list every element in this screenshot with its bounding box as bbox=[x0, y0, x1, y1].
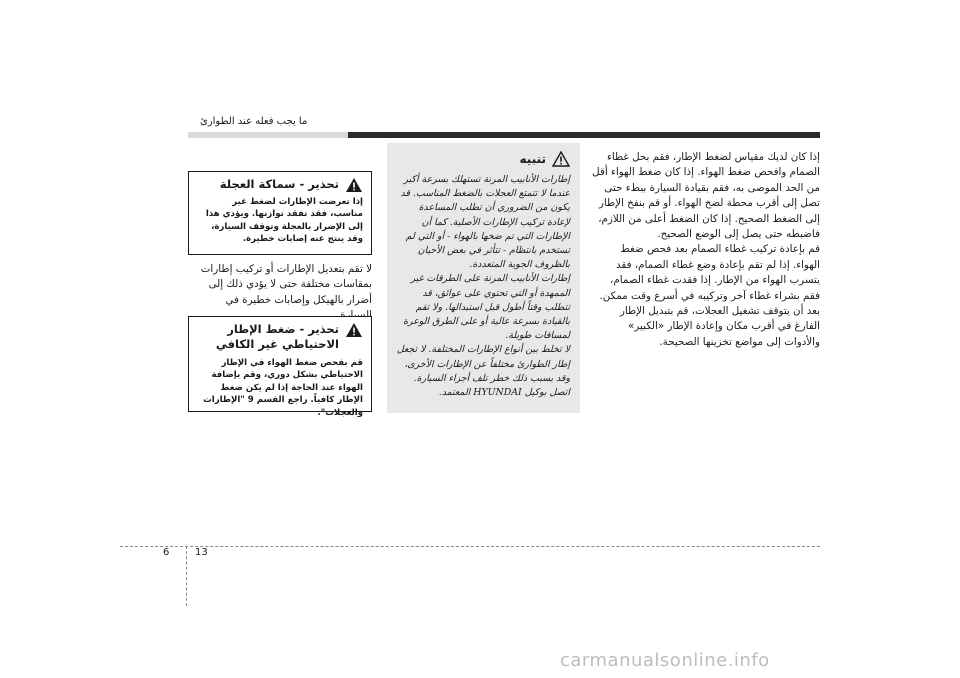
right-paragraph-2: قم بإعادة تركيب غطاء الصمام بعد فحص ضغط الهواء. إذا لم تقم بإعادة وضع غطاء الصمام، فقد يتسرب الهواء من الإطار. إذا فقدت غطاء الصمام، فقم بشراء غطاء آخر وتركيبه في أسرع وقت ممكن. bbox=[599, 243, 820, 302]
notice-paragraph-2: إطارات الأنابيب المرنة على الطرقات غير الممهدة أو التي تحتوي على عوائق، قد تتطلب وقتاً أطول قبل استبدالها. ولا تقم بالقيادة بسرعة عالية أو على الطرق الوعرة لمسافات طويلة. bbox=[403, 273, 570, 342]
footer-vertical-divider bbox=[186, 546, 187, 606]
warning-title: تحذير - ضغط الإطار الاحتياطي غير الكافي bbox=[215, 322, 339, 351]
notice-header bbox=[520, 151, 570, 167]
warning-box-wheel bbox=[188, 171, 372, 255]
page-section-number: 6 bbox=[163, 547, 170, 558]
warning-triangle-icon bbox=[552, 151, 570, 167]
warning-triangle-icon bbox=[345, 322, 363, 338]
warning-triangle-icon bbox=[345, 177, 363, 193]
warning-body: قم بفحص ضغط الهواء في الإطار الاحتياطي بشكل دوري، وقم بإضافة الهواء عند الحاجة إذا لم يكن ضغط الإطار كافياً. راجع القسم 9 "الإطارات والعجلات". bbox=[203, 358, 363, 418]
header-rule-accent bbox=[188, 132, 348, 138]
right-column bbox=[592, 150, 820, 350]
warning-header bbox=[189, 322, 363, 352]
right-paragraph-1: إذا كان لديك مقياس لضغط الإطار، فقم بحل غطاء الصمام وافحص ضغط الهواء. إذا كان ضغط الهواء أقل من الحد الموصى به، فقم بقيادة السيارة ببطء حتى تصل إلى أقرب محطة لضخ الهواء. أو قم بنفخ الإطار إلى الضغط الصحيح. إذا كان الضغط أعلى من اللازم، فاضبطه حتى يصل إلى الوضع الصحيح. bbox=[592, 151, 820, 241]
warning-body: إذا تعرضت الإطارات لضغط غير مناسب، فقد تفقد توازنها. ويؤدي هذا إلى الإضرار بالعجلة وتوقف السيارة، وقد ينتج عنه إصابات خطيرة. bbox=[205, 197, 363, 245]
warning-box-spare-pressure bbox=[188, 316, 372, 418]
notice-body bbox=[395, 173, 570, 400]
notice-box bbox=[387, 143, 580, 413]
watermark: carmanualsonline.info bbox=[560, 650, 770, 671]
notice-paragraph-1: إطارات الأنابيب المرنة تستهلك بسرعة أكبر عندما لا تتمتع العجلات بالضغط المناسب. قد يكون من الضروري أن تطلب المساعدة لإعادة تركيب الإطارات الأصلية. كما أن الإطارات التي تم ضخها بالهواء - أو التي لم تستخدم بانتظام - تتأثر في بعض الأحيان بالظروف الجوية المتعددة. bbox=[400, 174, 570, 271]
notice-paragraph-3: لا تخلط بين أنواع الإطارات المختلفة. لا تجعل إطار الطوارئ مختلفاً عن الإطارات الأخرى، وقد يسبب ذلك خطر تلف أجزاء السيارة. اتصل بوكيل HYUNDAI المعتمد. bbox=[396, 344, 570, 399]
warning-title: تحذير - سماكة العجلة bbox=[219, 177, 339, 191]
page-header-title: ما يجب فعله عند الطوارئ bbox=[200, 116, 308, 127]
notice-title: تنبيه bbox=[519, 152, 546, 166]
warning-header bbox=[220, 177, 363, 193]
page-number: 13 bbox=[195, 547, 208, 558]
right-paragraph-3: بعد أن يتوقف تشغيل العجلات، قم بتبديل الإطار الفارغ في أقرب مكان وإعادة الإطار «الكبير» والأدوات إلى مواضع تخزينها الصحيحة. bbox=[619, 305, 820, 348]
left-column-paragraph: لا تقم بتعديل الإطارات أو تركيب إطارات بمقاسات مختلفة حتى لا يؤدي ذلك إلى أضرار بالهيكل وإصابات خطيرة في bbox=[200, 263, 372, 306]
footer-divider bbox=[120, 546, 820, 547]
